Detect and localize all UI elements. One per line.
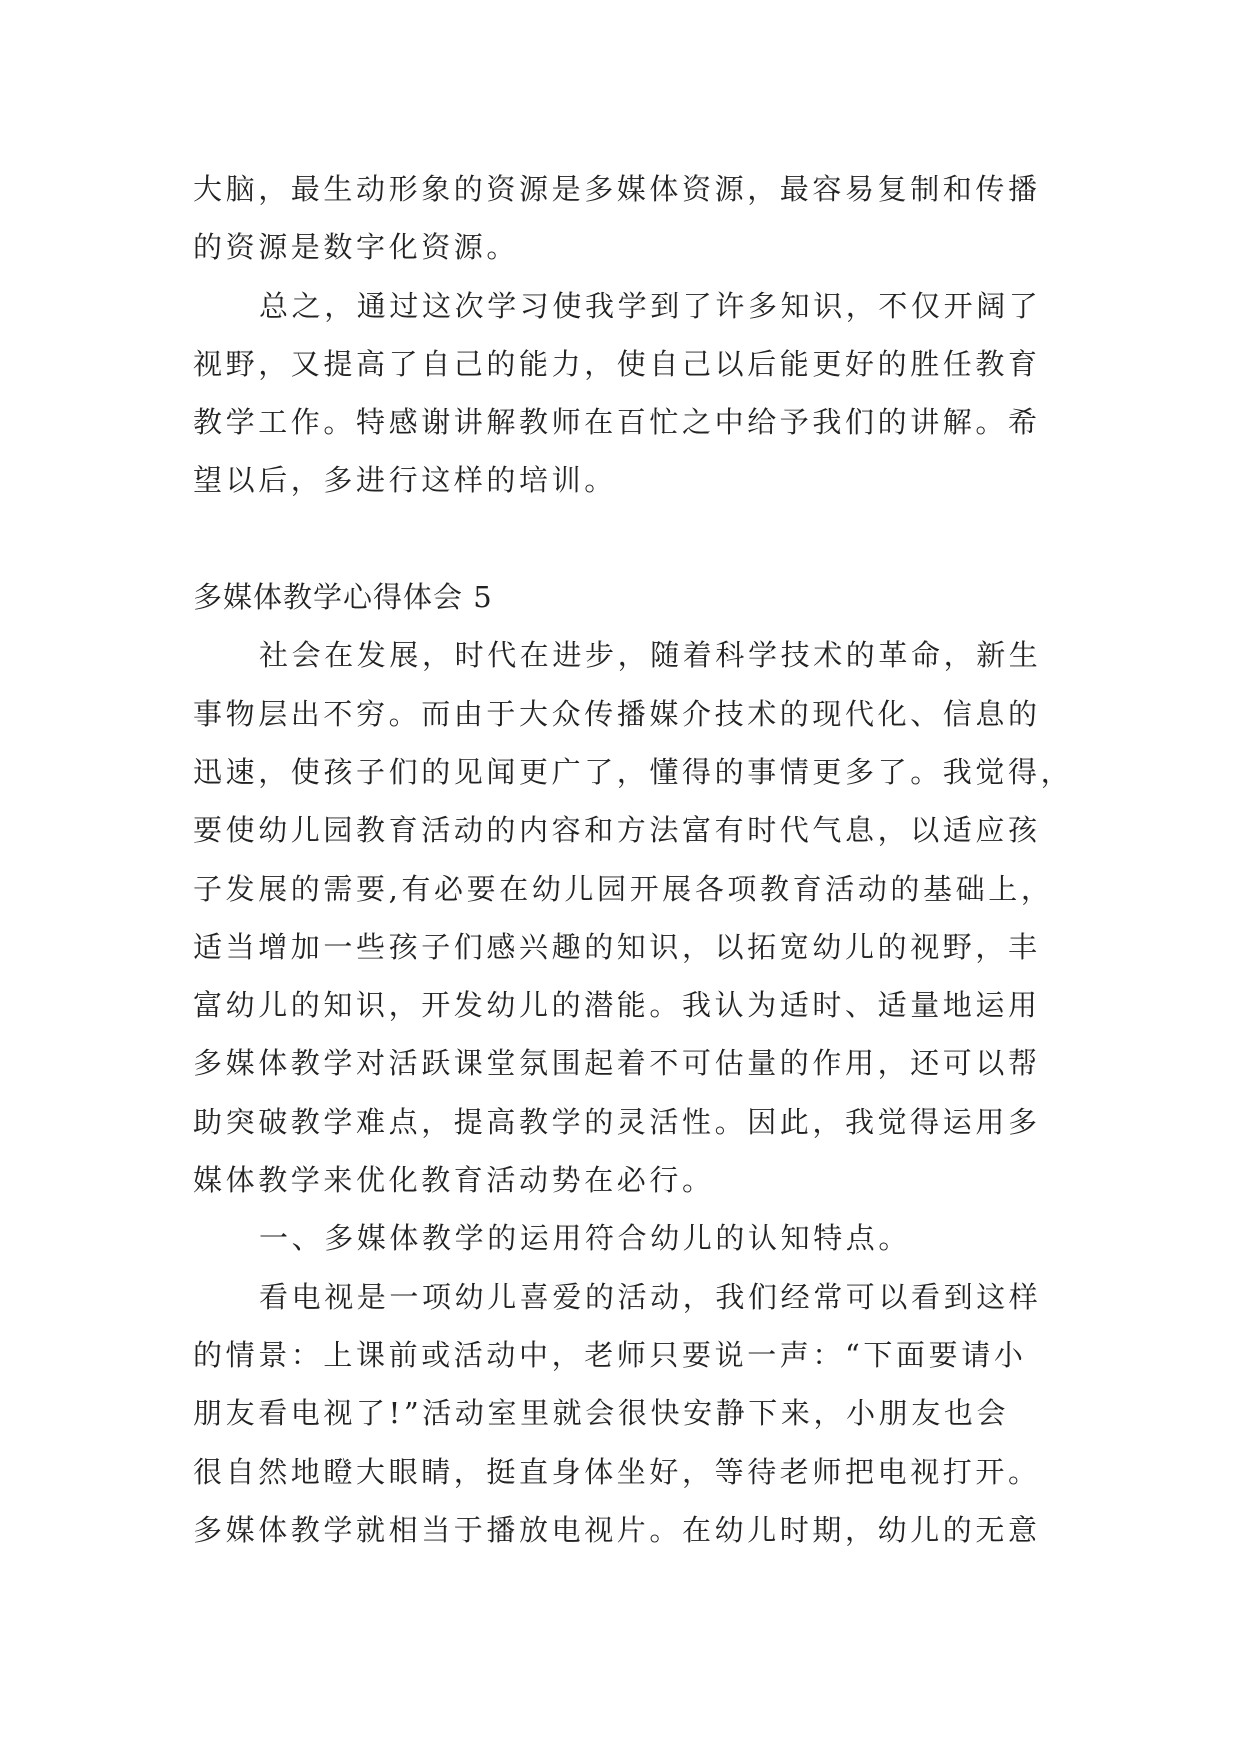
text-line: 的情景：上课前或活动中，老师只要说一声：“下面要请小 — [193, 1337, 1027, 1372]
text-line: 看电视是一项幼儿喜爱的活动，我们经常可以看到这样 — [259, 1279, 1042, 1314]
text-line: 多媒体教学就相当于播放电视片。在幼儿时期，幼儿的无意 — [193, 1512, 1041, 1547]
text-line: 朋友看电视了!”活动室里就会很快安静下来，小朋友也会 — [193, 1396, 1010, 1431]
paragraph-5 — [193, 1268, 1053, 1559]
text-line: 子发展的需要,有必要在幼儿园开展各项教育活动的基础上， — [193, 871, 1054, 906]
text-line: 要使幼儿园教育活动的内容和方法富有时代气息，以适应孩 — [193, 813, 1041, 848]
document-page — [193, 160, 1074, 1559]
paragraph-1 — [193, 160, 1053, 277]
paragraph-4 — [193, 1209, 1053, 1267]
paragraph-2 — [193, 277, 1053, 510]
text-line: 社会在发展，时代在进步，随着科学技术的革命，新生 — [259, 638, 1042, 673]
text-line: 大脑，最生动形象的资源是多媒体资源，最容易复制和传播 — [193, 172, 1041, 206]
text-line: 媒体教学来优化教育活动势在必行。 — [193, 1163, 715, 1198]
paragraph-3 — [193, 626, 1074, 1209]
text-line: 富幼儿的知识，开发幼儿的潜能。我认为适时、适量地运用 — [193, 988, 1041, 1023]
text-line: 视野，又提高了自己的能力，使自己以后能更好的胜任教育 — [193, 346, 1041, 381]
blank-line — [193, 510, 1053, 568]
text-line: 望以后，多进行这样的培训。 — [193, 463, 617, 498]
subheading-line: 一、多媒体教学的运用符合幼儿的认知特点。 — [259, 1221, 912, 1256]
text-line: 的资源是数字化资源。 — [193, 230, 520, 265]
text-line: 多媒体教学对活跃课堂氛围起着不可估量的作用，还可以帮 — [193, 1046, 1041, 1081]
section-heading: 多媒体教学心得体会 5 — [193, 580, 493, 615]
text-line: 教学工作。特感谢讲解教师在百忙之中给予我们的讲解。希 — [193, 405, 1041, 440]
text-line: 很自然地瞪大眼睛，挺直身体坐好，等待老师把电视打开。 — [193, 1454, 1041, 1489]
text-line: 迅速，使孩子们的见闻更广了，懂得的事情更多了。我觉得， — [193, 754, 1074, 789]
text-line: 适当增加一些孩子们感兴趣的知识，以拓宽幼儿的视野，丰 — [193, 929, 1041, 964]
text-line: 总之，通过这次学习使我学到了许多知识，不仅开阔了 — [259, 288, 1042, 323]
text-line: 事物层出不穷。而由于大众传播媒介技术的现代化、信息的 — [193, 696, 1041, 731]
text-line: 助突破教学难点，提高教学的灵活性。因此，我觉得运用多 — [193, 1104, 1041, 1139]
